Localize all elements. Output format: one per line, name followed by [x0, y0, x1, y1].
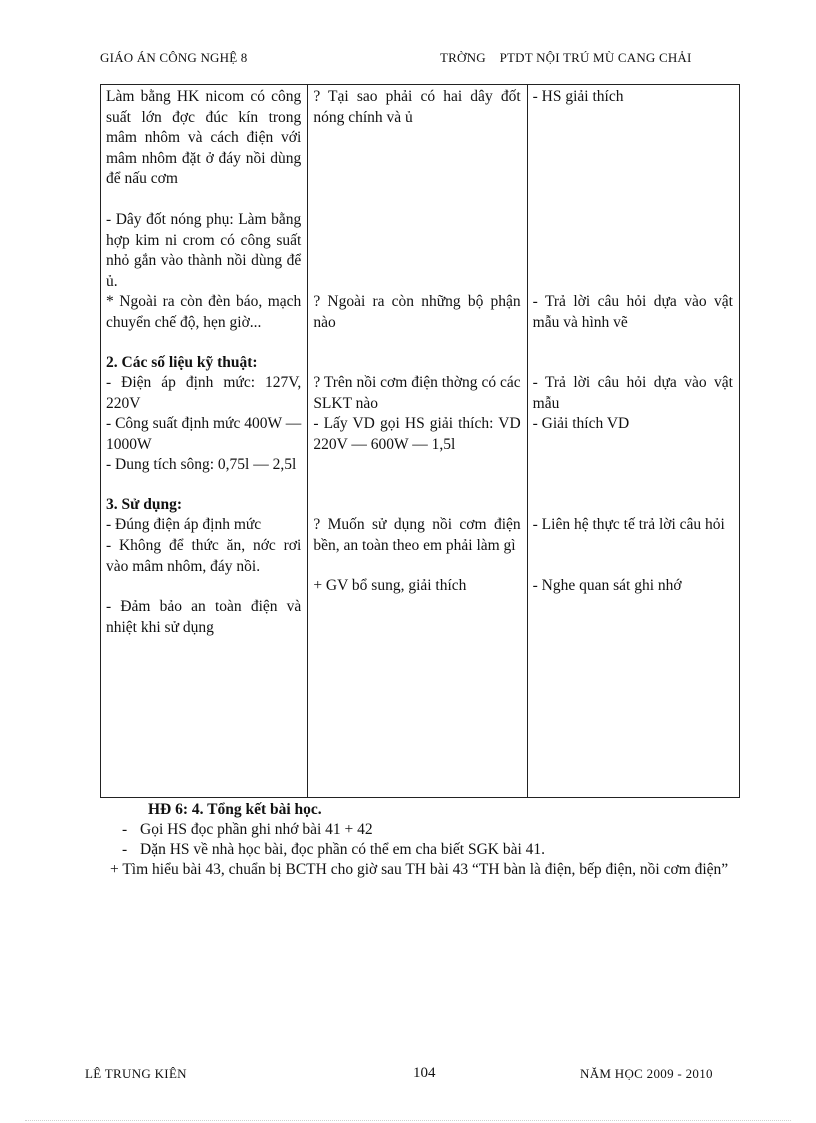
teacher-question-2: ? Ngoài ra còn những bộ phận nào — [313, 293, 521, 331]
student-answer-2: - Trả lời câu hỏi dựa vào vật mẫu và hình vẽ — [532, 293, 733, 331]
summary-item-text: Dặn HS về nhà học bài, đọc phần có thể em cha biết SGK bài 41. — [140, 841, 546, 858]
student-answer-5: - Liên hệ thực tế trả lời câu hỏi — [532, 516, 725, 533]
teacher-question-3: ? Trên nồi cơm điện thờng có các SLKT nào — [313, 374, 521, 412]
teacher-question-1: ? Tại sao phải có hai dây đốt nóng chính và ủ — [313, 88, 521, 126]
header-school: TRỜNG PTDT NỘI TRÚ MÙ CANG CHẢI — [440, 50, 692, 65]
content-column — [101, 85, 308, 798]
rated-power-text: - Công suất định mức 400W — 1000W — [106, 415, 302, 453]
student-answer-1: - HS giải thích — [532, 88, 624, 105]
rated-voltage-text: - Điện áp định mức: 127V, 220V — [106, 374, 302, 412]
usage-voltage-text: - Đúng điện áp định mức — [106, 516, 262, 533]
summary-title: HĐ 6: 4. Tổng kết bài học. — [148, 801, 322, 818]
usage-safety-text: - Đảm bảo an toàn điện và nhiệt khi sử dụng — [106, 598, 302, 636]
main-heating-element-text: Làm bằng HK nicom có công suất lớn đợc đúc kín trong mâm nhôm và cách điện với mâm nhôm đặt ở đáy nồi dùng để nấu cơm — [106, 88, 302, 187]
capacity-text: - Dung tích sông: 0,75l — 2,5l — [106, 456, 297, 473]
bullet-dash: - — [122, 841, 128, 858]
table-row — [101, 85, 740, 798]
student-answer-4: - Giải thích VD — [532, 415, 630, 432]
student-answer-3: - Trả lời câu hỏi dựa vào vật mẫu — [532, 374, 733, 412]
bullet-dash: - — [122, 821, 128, 838]
lesson-table — [100, 84, 740, 798]
section-heading-usage: 3. Sử dụng: — [106, 496, 183, 513]
teacher-example: - Lấy VD gọi HS giải thích: VD 220V — 600W — 1,5l — [313, 415, 521, 453]
section-heading-specs: 2. Các số liệu kỹ thuật: — [106, 354, 258, 371]
teacher-column — [308, 85, 527, 798]
teacher-question-4: ? Muốn sử dụng nồi cơm điện bền, an toàn theo em phải làm gì — [313, 516, 521, 554]
homework-text: + Tìm hiểu bài 43, chuẩn bị BCTH cho giờ sau TH bài 43 “TH bàn là điện, bếp điện, nồi cơm điện” — [110, 861, 729, 878]
header-subject: GIÁO ÁN CÔNG NGHỆ 8 — [100, 50, 248, 65]
lesson-summary — [110, 800, 750, 880]
page-header — [100, 50, 722, 70]
usage-water-text: - Không để thức ăn, nớc rơi vào mâm nhôm, đáy nồi. — [106, 537, 302, 575]
page-edge-divider — [25, 1120, 791, 1121]
list-item — [110, 820, 750, 840]
list-item — [110, 840, 750, 860]
footer-author: LÊ TRUNG KIÊN — [85, 1066, 187, 1081]
other-parts-text: * Ngoài ra còn đèn báo, mạch chuyển chế độ, hẹn giờ... — [106, 293, 302, 331]
student-answer-6: - Nghe quan sát ghi nhớ — [532, 577, 682, 594]
summary-item-text: Gọi HS đọc phần ghi nhớ bài 41 + 42 — [140, 821, 373, 838]
teacher-supplement: + GV bổ sung, giải thích — [313, 577, 467, 594]
footer-school-year: NĂM HỌC 2009 - 2010 — [580, 1066, 713, 1081]
aux-heating-element-text: - Dây đốt nóng phụ: Làm bằng hợp kim ni crom có công suất nhỏ gắn vào thành nồi dùng để ủ. — [106, 211, 302, 290]
student-column — [527, 85, 739, 798]
page-number: 104 — [413, 1065, 436, 1081]
